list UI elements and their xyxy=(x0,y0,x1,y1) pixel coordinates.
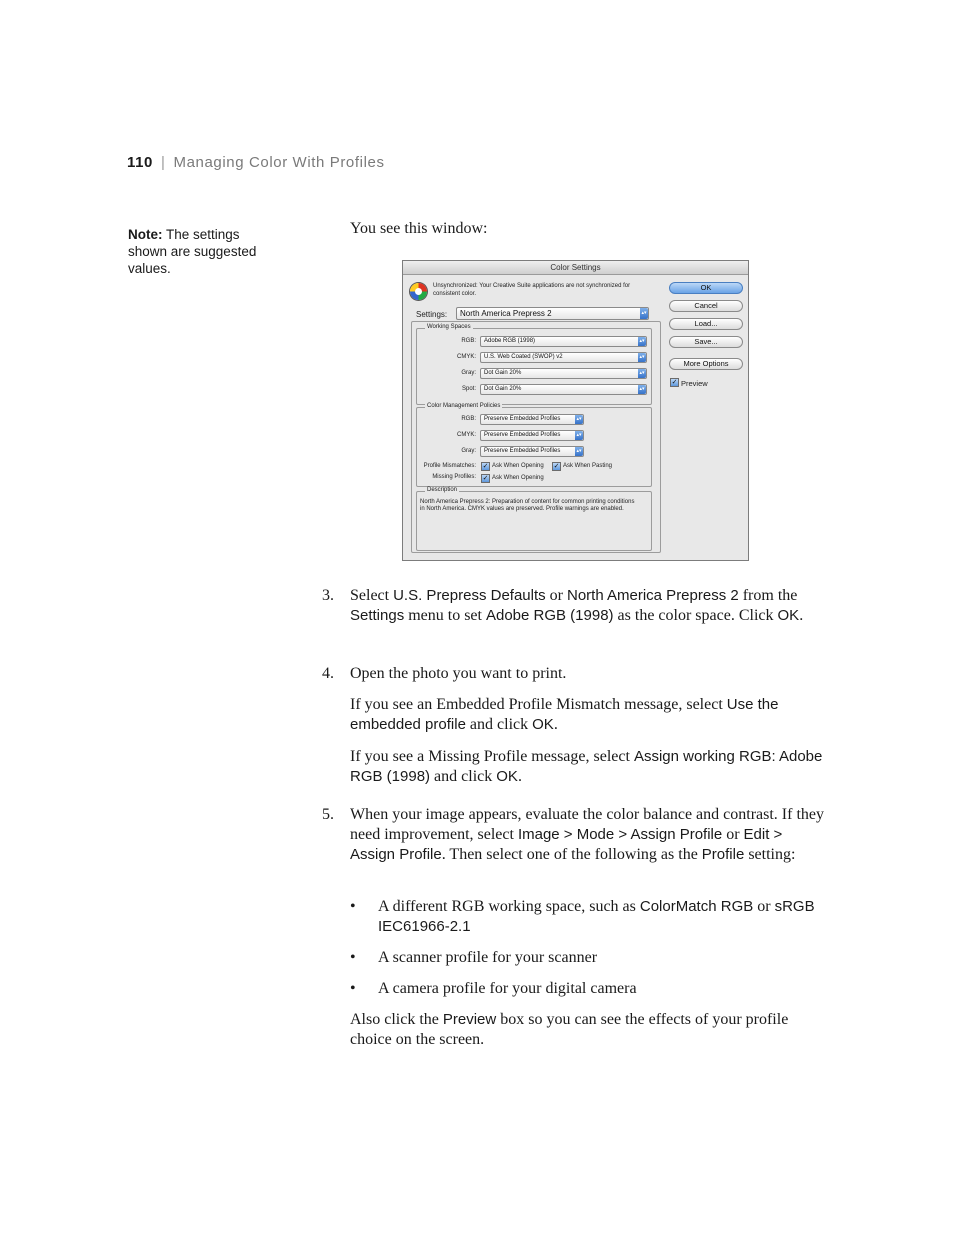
cancel-button[interactable]: Cancel xyxy=(669,300,743,312)
bullet-text: A camera profile for your digital camera xyxy=(378,980,637,997)
text-run: . xyxy=(553,716,558,733)
policy-rgb-label: RGB: xyxy=(461,416,476,422)
ui-term: North America Prepress 2 xyxy=(566,587,739,604)
description-title: Description xyxy=(427,487,458,493)
select-arrows-icon: ▴▾ xyxy=(576,432,582,438)
text-run: If you see a Missing Profile message, select xyxy=(350,748,634,765)
ui-term: Edit > Assign Profile xyxy=(350,826,783,863)
ws-spot-select[interactable] xyxy=(480,384,647,395)
note-label: Note: xyxy=(128,227,163,242)
ui-term: Preview xyxy=(442,1011,497,1028)
text-run: as the color space. Click xyxy=(613,607,778,624)
ws-gray-value: Dot Gain 20% xyxy=(484,370,522,376)
preview-paragraph xyxy=(350,1010,825,1050)
running-header xyxy=(127,154,385,171)
select-arrows-icon: ▴▾ xyxy=(639,370,645,376)
text-run: and click xyxy=(465,716,533,733)
header-separator: | xyxy=(161,154,166,171)
ws-rgb-select[interactable] xyxy=(480,336,647,347)
text-run: Select xyxy=(350,587,394,604)
load-button[interactable]: Load... xyxy=(669,318,743,330)
text-run: . xyxy=(517,768,522,785)
text-run: or xyxy=(753,898,775,915)
policy-gray-label: Gray: xyxy=(461,448,476,454)
text-run: If you see an Embedded Profile Mismatch message, select xyxy=(350,696,727,713)
step-3-text xyxy=(350,586,825,626)
dialog-title: Color Settings xyxy=(403,261,748,275)
note-text: The settings shown are suggested values. xyxy=(128,227,257,276)
select-arrows-icon: ▴▾ xyxy=(576,448,582,454)
policy-cmyk-value: Preserve Embedded Profiles xyxy=(484,432,561,438)
step-5-number: 5. xyxy=(322,806,334,823)
step-3-number: 3. xyxy=(322,587,334,604)
text-run: setting: xyxy=(744,846,796,863)
bullet-text xyxy=(378,897,823,937)
select-arrows-icon: ▴▾ xyxy=(639,338,645,344)
ws-gray-select[interactable] xyxy=(480,368,647,379)
select-arrows-icon: ▴▾ xyxy=(639,386,645,392)
preview-label: Preview xyxy=(681,379,708,388)
intro-text: You see this window: xyxy=(350,220,488,237)
settings-select-value: North America Prepress 2 xyxy=(460,309,552,318)
bullet-icon: • xyxy=(350,898,356,915)
policy-cmyk-label: CMYK: xyxy=(456,432,476,438)
step-5-text xyxy=(350,805,825,865)
mismatch-ask-pasting-label: Ask When Pasting xyxy=(563,463,613,469)
embedded-mismatch-paragraph xyxy=(350,695,825,735)
ui-term: Settings xyxy=(350,607,405,624)
text-run: . Then select one of the following as the xyxy=(441,846,702,863)
policy-gray-value: Preserve Embedded Profiles xyxy=(484,448,561,454)
text-run: or xyxy=(545,587,567,604)
missing-ask-opening-label: Ask When Opening xyxy=(492,475,544,481)
ui-term: Adobe RGB (1998) xyxy=(485,607,614,624)
ui-term: sRGB IEC61966-2.1 xyxy=(378,898,815,935)
ok-button[interactable]: OK xyxy=(669,282,743,294)
policies-title: Color Management Policies xyxy=(427,403,501,409)
text-run: box so you can see the effects of your profile choice on the screen. xyxy=(350,1011,789,1048)
settings-label: Settings: xyxy=(416,310,448,319)
policy-gray-select[interactable] xyxy=(480,446,584,457)
mismatch-ask-opening-label: Ask When Opening xyxy=(492,463,544,469)
step-4-text: Open the photo you want to print. xyxy=(350,665,567,682)
ui-term: OK xyxy=(496,768,518,785)
text-run: . xyxy=(799,607,804,624)
mismatch-ask-pasting-checkbox[interactable]: ✓ xyxy=(553,463,560,470)
ws-spot-value: Dot Gain 20% xyxy=(484,386,522,392)
select-arrows-icon: ▴▾ xyxy=(640,308,648,319)
settings-select[interactable] xyxy=(456,307,649,320)
side-note xyxy=(128,226,278,277)
ws-cmyk-value: U.S. Web Coated (SWOP) v2 xyxy=(484,354,563,360)
select-arrows-icon: ▴▾ xyxy=(576,416,582,422)
ws-rgb-label: RGB: xyxy=(461,338,476,344)
ui-term: OK xyxy=(532,716,554,733)
ui-term: Profile xyxy=(701,846,745,863)
preview-checkbox[interactable]: ✓ xyxy=(671,379,678,386)
chapter-title: Managing Color With Profiles xyxy=(173,154,385,171)
text-run: and click xyxy=(430,768,497,785)
ui-term: Image > Mode > Assign Profile xyxy=(517,826,723,843)
page-number: 110 xyxy=(127,154,153,171)
sync-status-text: Unsynchronized: Your Creative Suite applications are not synchronized for consistent color. xyxy=(433,283,631,297)
mismatch-ask-opening-checkbox[interactable]: ✓ xyxy=(482,463,489,470)
missing-ask-opening-checkbox[interactable]: ✓ xyxy=(482,475,489,482)
creative-suite-sync-icon xyxy=(410,283,427,300)
save-button[interactable]: Save... xyxy=(669,336,743,348)
bullet-text: A scanner profile for your scanner xyxy=(378,949,598,966)
text-run: or xyxy=(722,826,744,843)
text-run: Also click the xyxy=(350,1011,443,1028)
working-spaces-title: Working Spaces xyxy=(427,324,471,330)
select-arrows-icon: ▴▾ xyxy=(639,354,645,360)
policy-rgb-select[interactable] xyxy=(480,414,584,425)
bullet-icon: • xyxy=(350,980,356,997)
step-4-number: 4. xyxy=(322,665,334,682)
ws-cmyk-select[interactable] xyxy=(480,352,647,363)
description-text: North America Prepress 2: Preparation of content for common printing conditions in North America. CMYK values are preserved. Profile warnings are enabled. xyxy=(420,499,635,512)
color-settings-dialog xyxy=(402,260,749,561)
ws-gray-label: Gray: xyxy=(461,370,476,376)
ui-term: U.S. Prepress Defaults xyxy=(393,587,546,604)
ui-term: ColorMatch RGB xyxy=(639,898,754,915)
missing-profiles-label: Missing Profiles: xyxy=(432,474,476,480)
profile-mismatches-label: Profile Mismatches: xyxy=(423,463,476,469)
ws-rgb-value: Adobe RGB (1998) xyxy=(484,338,536,344)
ws-spot-label: Spot: xyxy=(461,386,476,392)
ui-term: Use the embedded profile xyxy=(350,696,779,733)
text-run: menu to set xyxy=(404,607,486,624)
text-run: When your image appears, evaluate the color balance and contrast. If they need improvement, select xyxy=(350,806,825,843)
bullet-icon: • xyxy=(350,949,356,966)
ui-term: OK xyxy=(777,607,800,624)
ui-term: Assign working RGB: Adobe RGB (1998) xyxy=(350,748,823,785)
policy-cmyk-select[interactable] xyxy=(480,430,584,441)
policy-rgb-value: Preserve Embedded Profiles xyxy=(484,416,561,422)
missing-profile-paragraph xyxy=(350,747,825,787)
text-run: from the xyxy=(738,587,798,604)
more-options-button[interactable]: More Options xyxy=(669,358,743,370)
ws-cmyk-label: CMYK: xyxy=(456,354,476,360)
text-run: A different RGB working space, such as xyxy=(378,898,640,915)
